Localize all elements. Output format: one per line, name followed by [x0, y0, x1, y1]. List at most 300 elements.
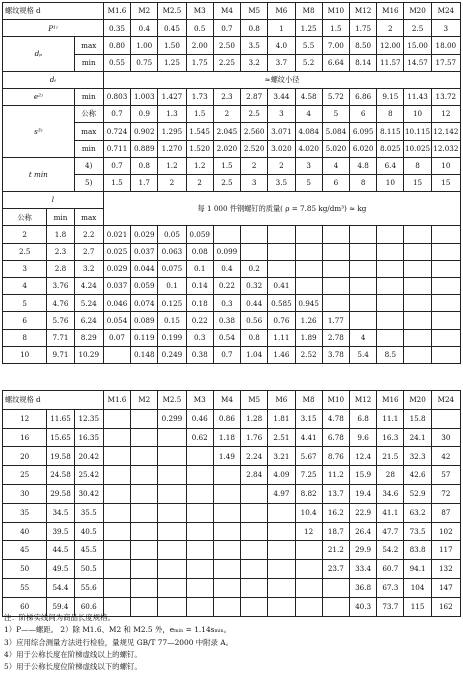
table-cell: 102 [431, 522, 460, 541]
table-cell: 4.41 [295, 428, 322, 447]
table-cell: 3.21 [268, 447, 295, 466]
table-cell: 3 [3, 260, 47, 277]
table-cell: 0.35 [103, 20, 130, 37]
table-cell: max [74, 37, 103, 54]
table-cell: 1.50 [158, 37, 186, 54]
table-cell: 24.1 [404, 428, 431, 447]
table-row [3, 346, 461, 363]
table-cell [404, 329, 431, 346]
table-cell: 0.7 [213, 20, 240, 37]
table-cell [295, 226, 322, 243]
table-cell: 30 [431, 428, 460, 447]
table-cell: 132 [431, 560, 460, 579]
table-row [3, 541, 461, 560]
table-cell: 2.520 [241, 140, 268, 157]
table-cell: 4 [349, 329, 376, 346]
table-cell: 0.059 [131, 278, 158, 295]
table-cell: 0.063 [158, 243, 186, 260]
table-cell: 2.020 [213, 140, 240, 157]
table-cell: min [74, 88, 103, 105]
size-header: M20 [404, 3, 431, 20]
size-header: M4 [213, 3, 240, 20]
table-cell: 10 [404, 106, 431, 123]
table-cell: 1.04 [241, 346, 268, 363]
table-cell: 0.7 [103, 106, 130, 123]
table-cell: 35 [3, 503, 47, 522]
table-cell: max [74, 123, 103, 140]
table-cell [103, 447, 130, 466]
table-cell: 1.7 [131, 174, 158, 191]
table-cell [268, 522, 295, 541]
size-header: M2 [131, 3, 158, 20]
table-cell [213, 484, 240, 503]
table-cell: 0.08 [186, 243, 213, 260]
size-header: M10 [322, 391, 349, 410]
table-cell [268, 243, 295, 260]
size-header: M16 [377, 3, 404, 20]
table-cell [404, 295, 431, 312]
table-cell: 17.57 [431, 54, 460, 71]
table-cell: 1.2 [186, 157, 213, 174]
table-cell: 12.35 [74, 409, 103, 428]
col-nominal: 公称 [3, 209, 47, 226]
table-cell: 0.8 [131, 157, 158, 174]
table-row [3, 37, 461, 54]
table-cell: 9.71 [47, 346, 74, 363]
table-cell: 1.5 [213, 157, 240, 174]
table-cell: 4.58 [295, 88, 322, 105]
table-cell: 3 [431, 20, 460, 37]
table-cell [322, 278, 349, 295]
table-cell [241, 503, 268, 522]
thread-spec-header: 螺纹规格 d [3, 3, 104, 20]
table-cell: 2.84 [241, 466, 268, 485]
table-row [3, 484, 461, 503]
table-cell [186, 484, 213, 503]
size-header: M2.5 [158, 391, 186, 410]
table-cell: 13.7 [322, 484, 349, 503]
table-cell: 0.889 [131, 140, 158, 157]
table-cell: 21.2 [322, 541, 349, 560]
table-cell: 0.037 [131, 243, 158, 260]
table-cell: 20.42 [74, 447, 103, 466]
table-cell [186, 447, 213, 466]
size-header: M3 [186, 391, 213, 410]
table-cell: 3.78 [322, 346, 349, 363]
table-cell [103, 484, 130, 503]
table-cell: 47.7 [377, 522, 404, 541]
table-cell: 1.76 [241, 428, 268, 447]
table-cell: 0.1 [186, 260, 213, 277]
table-cell [349, 312, 376, 329]
table-cell: 39.5 [47, 522, 74, 541]
table-cell: 44.5 [47, 541, 74, 560]
table-cell [431, 226, 460, 243]
table-cell: 0.22 [213, 278, 240, 295]
table-cell [322, 578, 349, 597]
table-cell [295, 260, 322, 277]
table-cell: 0.199 [158, 329, 186, 346]
table-cell: 29.58 [47, 484, 74, 503]
table-cell: 45.5 [74, 541, 103, 560]
table-cell: 5.24 [74, 295, 103, 312]
table-cell: 2 [268, 157, 295, 174]
table-cell: 0.15 [158, 312, 186, 329]
table-cell [213, 503, 240, 522]
table-cell: 1.295 [158, 123, 186, 140]
table-cell: 50 [3, 560, 47, 579]
table-cell: 40 [3, 522, 47, 541]
table-cell: 20 [3, 447, 47, 466]
table-cell: 1.89 [295, 329, 322, 346]
table-cell: 5 [3, 295, 47, 312]
table-cell: 8 [3, 329, 47, 346]
table-cell [404, 226, 431, 243]
table-cell [103, 503, 130, 522]
table-cell: 0.4 [131, 20, 158, 37]
table-cell: 12.00 [377, 37, 404, 54]
table-cell: 9.15 [377, 88, 404, 105]
footnotes [4, 612, 233, 673]
table-cell: 4.8 [349, 157, 376, 174]
table-cell: 14.57 [404, 54, 431, 71]
table-cell: 18.7 [322, 522, 349, 541]
table-cell: 1.003 [131, 88, 158, 105]
table-cell: 0.41 [268, 278, 295, 295]
table-cell [431, 312, 460, 329]
table-cell [404, 260, 431, 277]
table-cell: 0.38 [186, 346, 213, 363]
table-cell: 1.77 [322, 312, 349, 329]
table-row [3, 409, 461, 428]
table-cell: 10 [431, 157, 460, 174]
mass-caption: 每 1 000 件钢螺钉的质量( ρ = 7.85 kg/dm³) ≈ kg [103, 192, 460, 226]
size-header: M8 [295, 391, 322, 410]
table-cell: 6.020 [349, 140, 376, 157]
size-header: M24 [431, 3, 460, 20]
table-cell [377, 243, 404, 260]
table-cell: 7.25 [295, 466, 322, 485]
table-cell: 1.00 [131, 37, 158, 54]
table-cell: 36.8 [349, 578, 376, 597]
table-row [3, 578, 461, 597]
table-cell: 0.054 [103, 312, 130, 329]
table-cell: 41.1 [377, 503, 404, 522]
table-cell: 5.67 [295, 447, 322, 466]
table-cell [158, 578, 186, 597]
table-cell [158, 522, 186, 541]
table-cell: 54.4 [47, 578, 74, 597]
table-cell: 45 [3, 541, 47, 560]
table-cell: 3.76 [47, 278, 74, 295]
table-cell [158, 560, 186, 579]
table-cell [213, 541, 240, 560]
table-cell: 15.65 [47, 428, 74, 447]
table-cell: 67.3 [377, 578, 404, 597]
table-cell: 63.2 [404, 503, 431, 522]
table-cell: 11.57 [377, 54, 404, 71]
table-cell: 6.4 [377, 157, 404, 174]
table-cell: 3.44 [268, 88, 295, 105]
table-cell: 2.25 [213, 54, 240, 71]
thread-spec-header: 螺纹规格 d [3, 391, 104, 410]
table-cell [404, 346, 431, 363]
table-cell [349, 260, 376, 277]
table-cell: 10.4 [295, 503, 322, 522]
table-cell: 1.18 [213, 428, 240, 447]
table-cell [268, 226, 295, 243]
table-cell [131, 541, 158, 560]
table-cell [103, 466, 130, 485]
table-cell: 9.6 [349, 428, 376, 447]
table-cell: 4.020 [295, 140, 322, 157]
table-cell: 0.76 [268, 312, 295, 329]
table-cell: 0.299 [158, 409, 186, 428]
table-cell: 60.6 [74, 597, 103, 616]
table-row [3, 243, 461, 260]
col-max: max [74, 209, 103, 226]
table-cell: 2.5 [3, 243, 47, 260]
spec-table-bottom [2, 390, 461, 617]
size-header: M10 [322, 3, 349, 20]
table-cell: 1.5 [186, 106, 213, 123]
table-row [3, 88, 461, 105]
table-cell: 0.119 [131, 329, 158, 346]
table-cell: 2.24 [241, 447, 268, 466]
size-header: M1.6 [103, 391, 130, 410]
table-cell: 6 [322, 174, 349, 191]
table-cell: 2.50 [213, 37, 240, 54]
table-cell [377, 329, 404, 346]
table-cell: 16.2 [322, 503, 349, 522]
table-row [3, 447, 461, 466]
table-cell: 10.025 [404, 140, 431, 157]
table-cell: 1 [268, 20, 295, 37]
table-cell: 6.8 [349, 409, 376, 428]
table-cell [404, 243, 431, 260]
table-cell: 7.71 [47, 329, 74, 346]
table-row [3, 260, 461, 277]
table-cell [213, 560, 240, 579]
table-cell: 35.5 [74, 503, 103, 522]
table-cell [377, 226, 404, 243]
table-cell: 50.5 [74, 560, 103, 579]
size-header: M2 [131, 391, 158, 410]
table-cell: 3 [241, 174, 268, 191]
table-cell: 12.4 [349, 447, 376, 466]
table-cell: 0.075 [158, 260, 186, 277]
spec-table-top [2, 2, 461, 364]
table-cell [241, 578, 268, 597]
table-cell [131, 466, 158, 485]
table-cell: 1.25 [295, 20, 322, 37]
table-cell [213, 226, 240, 243]
table-cell: 0.4 [213, 260, 240, 277]
table-cell: 0.585 [268, 295, 295, 312]
table-cell: 3 [295, 157, 322, 174]
table-cell: 1.81 [268, 409, 295, 428]
table-cell [404, 278, 431, 295]
table-cell: 0.3 [186, 329, 213, 346]
size-header: M20 [404, 391, 431, 410]
table-row [3, 226, 461, 243]
table-cell [131, 560, 158, 579]
size-header: M1.6 [103, 3, 130, 20]
table-cell: 1.427 [158, 88, 186, 105]
table-cell [241, 522, 268, 541]
table-cell [295, 243, 322, 260]
table-row [3, 295, 461, 312]
table-cell: 0.025 [103, 243, 130, 260]
table-cell: 0.945 [295, 295, 322, 312]
table-cell [349, 295, 376, 312]
table-cell [158, 503, 186, 522]
table-cell: 公称 [74, 106, 103, 123]
table-cell: 2 [377, 20, 404, 37]
table-cell: 0.86 [213, 409, 240, 428]
table-cell [186, 522, 213, 541]
table-cell: 2 [213, 106, 240, 123]
table-cell: 2.5 [213, 174, 240, 191]
table-cell: 2 [3, 226, 47, 243]
table-cell: 0.2 [241, 260, 268, 277]
table-cell: 0.46 [186, 409, 213, 428]
table-cell: 60.7 [377, 560, 404, 579]
table-cell [431, 260, 460, 277]
table-cell [377, 260, 404, 277]
table-cell: 0.07 [103, 329, 130, 346]
table-cell: 0.62 [186, 428, 213, 447]
size-header: M4 [213, 391, 240, 410]
table-cell [103, 541, 130, 560]
table-cell [131, 447, 158, 466]
table-cell: 162 [431, 597, 460, 616]
table-cell: 1.520 [186, 140, 213, 157]
table-cell: 6 [3, 312, 47, 329]
size-header: M8 [295, 3, 322, 20]
e-label: e²⁾ [3, 88, 75, 105]
table-cell [103, 409, 130, 428]
table-cell: 0.18 [186, 295, 213, 312]
table-cell: 6.64 [322, 54, 349, 71]
table-cell: 15.9 [349, 466, 376, 485]
table-cell [103, 578, 130, 597]
table-cell: 5.2 [295, 54, 322, 71]
footnote: 注：阶梯实线间为商品长度规格。 [4, 613, 115, 622]
table-cell: 0.059 [186, 226, 213, 243]
table-cell [295, 597, 322, 616]
table-cell: 40.5 [74, 522, 103, 541]
table-cell [103, 428, 130, 447]
table-cell: 10.29 [74, 346, 103, 363]
table-cell: 0.75 [131, 54, 158, 71]
table-cell [131, 578, 158, 597]
table-cell: 19.4 [349, 484, 376, 503]
table-cell [377, 278, 404, 295]
footnote: 1）P——螺距。 2）除 M1.6、M2 和 M2.5 外，eₘᵢₙ = 1.14sₘᵢₙ。 [4, 625, 232, 635]
table-cell: 28 [377, 466, 404, 485]
table-cell: 21.5 [377, 447, 404, 466]
table-cell: 16.3 [377, 428, 404, 447]
table-cell [186, 466, 213, 485]
table-cell: 34.6 [377, 484, 404, 503]
table-cell: 1.5 [322, 20, 349, 37]
table-cell: 57 [431, 466, 460, 485]
table-cell: 11.1 [377, 409, 404, 428]
table-cell: 40.3 [349, 597, 376, 616]
table-cell: 0.089 [131, 312, 158, 329]
table-cell: 6.24 [74, 312, 103, 329]
table-cell: 55.6 [74, 578, 103, 597]
table-cell [268, 560, 295, 579]
table-cell [349, 278, 376, 295]
table-cell [295, 578, 322, 597]
size-header: M2.5 [158, 3, 186, 20]
size-header: M3 [186, 3, 213, 20]
table-cell: 115 [404, 597, 431, 616]
table-cell: 0.7 [103, 157, 130, 174]
table-cell [158, 447, 186, 466]
table-cell [268, 260, 295, 277]
table-cell: 11.43 [404, 88, 431, 105]
table-cell: 8 [377, 106, 404, 123]
table-cell [131, 428, 158, 447]
table-cell: 2.78 [322, 329, 349, 346]
table-cell: 4.09 [268, 466, 295, 485]
table-cell: 25.42 [74, 466, 103, 485]
table-cell [322, 260, 349, 277]
dp-label: dₚ [3, 37, 75, 71]
table-cell [268, 541, 295, 560]
table-row [3, 428, 461, 447]
table-cell: 0.9 [131, 106, 158, 123]
table-cell [241, 243, 268, 260]
table-cell: 0.80 [103, 37, 130, 54]
table-cell: 5 [295, 174, 322, 191]
table-cell: 54.2 [377, 541, 404, 560]
table-cell: 8 [349, 174, 376, 191]
table-cell: 1.49 [213, 447, 240, 466]
table-cell [322, 243, 349, 260]
table-cell: 8.5 [377, 346, 404, 363]
table-cell: 4 [3, 278, 47, 295]
table-cell [295, 541, 322, 560]
table-cell: 15.8 [404, 409, 431, 428]
table-cell: 12 [431, 106, 460, 123]
table-cell: 4.76 [47, 295, 74, 312]
table-row [3, 466, 461, 485]
table-cell [322, 226, 349, 243]
table-cell: 3.2 [74, 260, 103, 277]
table-cell: 26.4 [349, 522, 376, 541]
table-cell [131, 522, 158, 541]
size-header: M6 [268, 391, 295, 410]
table-cell: 0.54 [213, 329, 240, 346]
table-cell [268, 503, 295, 522]
table-cell: 2 [158, 174, 186, 191]
size-header: M16 [377, 391, 404, 410]
table-cell: 1.46 [268, 346, 295, 363]
table-row [3, 312, 461, 329]
table-cell: 8.115 [377, 123, 404, 140]
table-cell [431, 346, 460, 363]
table-cell: 94.1 [404, 560, 431, 579]
table-row [3, 3, 461, 20]
table-cell: 5.76 [47, 312, 74, 329]
table-cell: 0.22 [186, 312, 213, 329]
table-cell: 25 [3, 466, 47, 485]
table-cell: 2.52 [295, 346, 322, 363]
